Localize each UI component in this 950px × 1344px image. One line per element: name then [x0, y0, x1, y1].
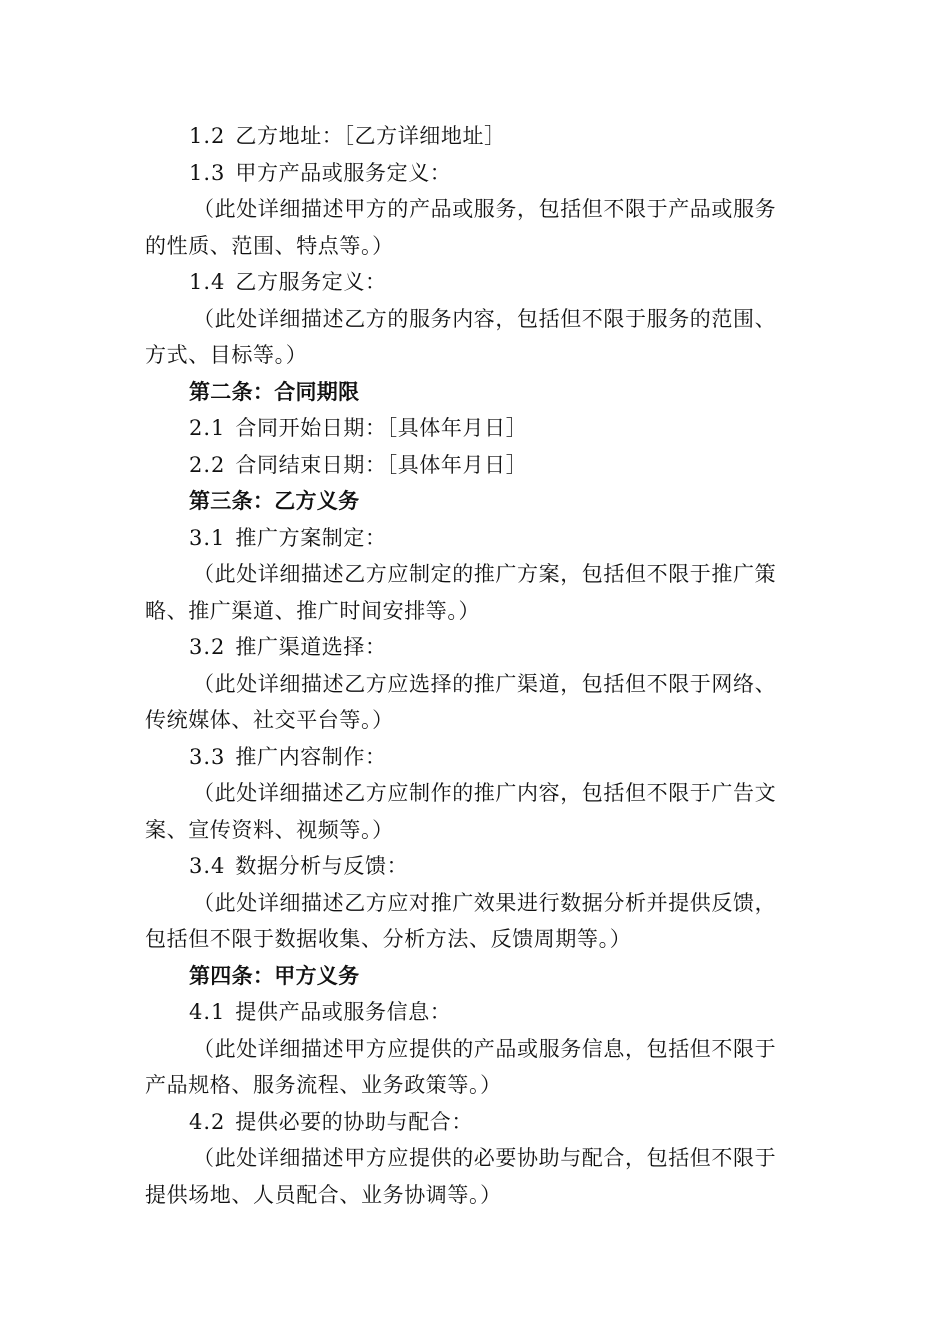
clause-description: （此处详细描述甲方应提供的必要协助与配合，包括但不限于	[193, 1146, 777, 1170]
clause-number: 1.3	[189, 160, 226, 185]
clause-item	[145, 520, 810, 557]
clause-description: （此处详细描述乙方的服务内容，包括但不限于服务的范围、	[193, 306, 777, 331]
clause-item	[145, 264, 810, 301]
clause-number: 3.4	[189, 854, 226, 878]
clause-item	[145, 848, 810, 885]
article-heading: 第四条：甲方义务	[189, 963, 360, 988]
clause-description: （此处详细描述乙方应制定的推广方案，包括但不限于推广策	[193, 562, 777, 586]
clause-description-continued: 略、推广渠道、推广时间安排等。）	[145, 598, 481, 623]
clause-number: 2.1	[189, 416, 226, 440]
clause-description: （此处详细描述甲方的产品或服务，包括但不限于产品或服务	[193, 197, 777, 221]
clause-description-continued: 的性质、范围、特点等。）	[145, 233, 394, 258]
clause-item	[145, 410, 810, 447]
clause-text: 提供必要的协助与配合：	[235, 1109, 474, 1134]
clause-description-continued: 案、宣传资料、视频等。）	[145, 817, 394, 842]
clause-description-continued: 方式、目标等。）	[145, 343, 308, 367]
clause-item	[145, 739, 810, 776]
clause-description-continued: 产品规格、服务流程、业务政策等。）	[145, 1073, 502, 1097]
clause-item	[145, 1104, 810, 1141]
clause-description: （此处详细描述乙方应对推广效果进行数据分析并提供反馈，	[193, 890, 777, 915]
clause-description-continued: 提供场地、人员配合、业务协调等。）	[145, 1182, 502, 1207]
clause-description: （此处详细描述乙方应选择的推广渠道，包括但不限于网络、	[193, 671, 777, 696]
clause-text: 乙方服务定义：	[235, 270, 387, 294]
clause-number: 3.2	[189, 635, 226, 659]
clause-text: 合同开始日期：［具体年月日］	[235, 416, 528, 440]
clause-number: 1.4	[189, 270, 226, 294]
clause-item	[145, 118, 810, 155]
clause-text: 数据分析与反馈：	[235, 854, 409, 878]
document-body	[145, 118, 810, 1213]
clause-number: 4.1	[189, 1000, 226, 1024]
clause-description: （此处详细描述乙方应制作的推广内容，包括但不限于广告文	[193, 781, 777, 805]
clause-item	[145, 629, 810, 666]
clause-text: 推广渠道选择：	[235, 635, 387, 659]
clause-description-continued: 传统媒体、社交平台等。）	[145, 708, 394, 732]
clause-number: 3.3	[189, 744, 226, 769]
article-heading: 第二条：合同期限	[189, 379, 360, 404]
clause-text: 提供产品或服务信息：	[235, 1000, 452, 1024]
clause-text: 推广方案制定：	[235, 525, 387, 550]
clause-item	[145, 994, 810, 1031]
clause-number: 4.2	[189, 1109, 226, 1134]
clause-number: 3.1	[189, 525, 226, 550]
article-heading: 第三条：乙方义务	[189, 489, 360, 513]
clause-description-continued: 包括但不限于数据收集、分析方法、反馈周期等。）	[145, 927, 632, 951]
clause-description: （此处详细描述甲方应提供的产品或服务信息，包括但不限于	[193, 1036, 777, 1061]
clause-text: 甲方产品或服务定义：	[235, 160, 452, 185]
clause-number: 1.2	[189, 124, 226, 148]
clause-text: 合同结束日期：［具体年月日］	[235, 452, 528, 477]
clause-item	[145, 155, 810, 192]
clause-item	[145, 447, 810, 484]
clause-number: 2.2	[189, 452, 226, 477]
clause-text: 推广内容制作：	[235, 744, 387, 769]
clause-text: 乙方地址：［乙方详细地址］	[235, 124, 506, 148]
